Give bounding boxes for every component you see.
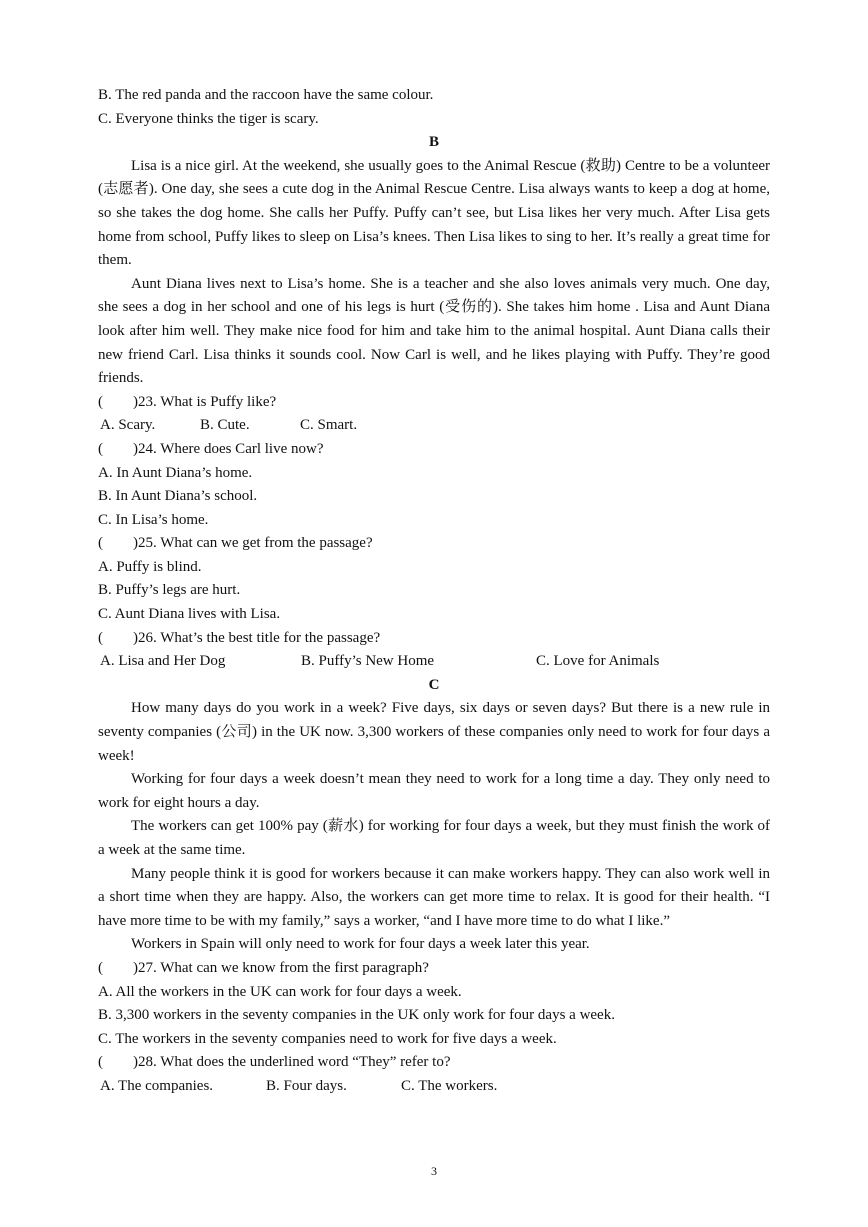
answer-option: C. In Lisa’s home.	[98, 511, 209, 528]
answer-option: A. The companies.	[100, 1077, 214, 1094]
answer-option: B. Four days.	[266, 1077, 347, 1094]
answer-option: B. 3,300 workers in the seventy companies in the UK only work for four days a week.	[98, 1007, 615, 1024]
question-stem: ( )25. What can we get from the passage?	[98, 535, 373, 552]
answer-option: B. Puffy’s New Home	[301, 653, 435, 670]
inline-options	[98, 650, 770, 674]
inline-options	[98, 414, 770, 438]
answer-option: A. Lisa and Her Dog	[100, 653, 226, 670]
answer-option: C. Smart.	[300, 417, 358, 434]
answer-option: A. Scary.	[100, 417, 156, 434]
passage-paragraph: Aunt Diana lives next to Lisa’s home. She is a teacher and she also loves animals very much. One day, she sees a dog in her school and one of his legs is hurt (受伤的). She takes him home . Lisa and Aunt Diana look after him well. They make nice food for him and take him to the animal hospital. Aunt Diana calls their new friend Carl. Lisa thinks it sounds cool. Now Carl is well, and he likes playing with Puffy. They’re good friends.	[98, 275, 770, 387]
page-number: 3	[431, 1164, 437, 1178]
passage-paragraph: Workers in Spain will only need to work for four days a week later this year.	[131, 936, 590, 953]
answer-option: A. All the workers in the UK can work for four days a week.	[98, 983, 462, 1000]
answer-option: C. The workers.	[401, 1077, 498, 1094]
question-stem: ( )27. What can we know from the first paragraph?	[98, 959, 429, 976]
section-heading-b: B	[428, 134, 439, 151]
answer-option: C. Love for Animals	[536, 653, 660, 670]
answer-option: B. In Aunt Diana’s school.	[98, 488, 258, 505]
document-page	[98, 84, 770, 1099]
inline-options	[98, 1075, 770, 1099]
passage-paragraph: Lisa is a nice girl. At the weekend, she usually goes to the Animal Rescue (救助) Centre to be a volunteer (志愿者). One day, she sees a cute dog in the Animal Rescue Centre. Lisa always wants to keep a dog at home, so she takes the dog home. She calls her Puffy. Puffy can’t see, but Lisa likes her very much. After Lisa gets home from school, Puffy likes to sleep on Lisa’s knees. Then Lisa likes to sing to her. It’s really a great time for them.	[98, 157, 770, 269]
passage-paragraph: Many people think it is good for workers because it can make workers happy. They can also work well in a short time when they are happy. Also, the workers can get more time to relax. It is good for their health. “I have more time to be with my family,” says a worker, “and I have more time to do what I like.”	[98, 865, 770, 929]
answer-option: C. Aunt Diana lives with Lisa.	[98, 606, 281, 623]
passage-paragraph: How many days do you work in a week? Five days, six days or seven days? But there is a new rule in seventy companies (公司) in the UK now. 3,300 workers of these companies only need to work for four days a week!	[98, 700, 770, 764]
question-stem: ( )23. What is Puffy like?	[98, 393, 277, 410]
question-stem: ( )28. What does the underlined word “They” refer to?	[98, 1054, 451, 1071]
passage-paragraph: Working for four days a week doesn’t mean they need to work for a long time a day. They only need to work for eight hours a day.	[98, 771, 770, 811]
option-line: C. Everyone thinks the tiger is scary.	[98, 110, 319, 127]
answer-option: B. Cute.	[200, 417, 250, 434]
section-heading-c: C	[428, 676, 440, 693]
question-stem: ( )26. What’s the best title for the passage?	[98, 629, 381, 646]
question-stem: ( )24. Where does Carl live now?	[98, 440, 324, 457]
answer-option: C. The workers in the seventy companies need to work for five days a week.	[98, 1030, 557, 1047]
passage-paragraph: The workers can get 100% pay (薪水) for working for four days a week, but they must finish the work of a week at the same time.	[98, 818, 770, 858]
answer-option: B. Puffy’s legs are hurt.	[98, 582, 241, 599]
answer-option: A. Puffy is blind.	[98, 558, 202, 575]
option-line: B. The red panda and the raccoon have the same colour.	[98, 87, 434, 103]
answer-option: A. In Aunt Diana’s home.	[98, 464, 253, 481]
